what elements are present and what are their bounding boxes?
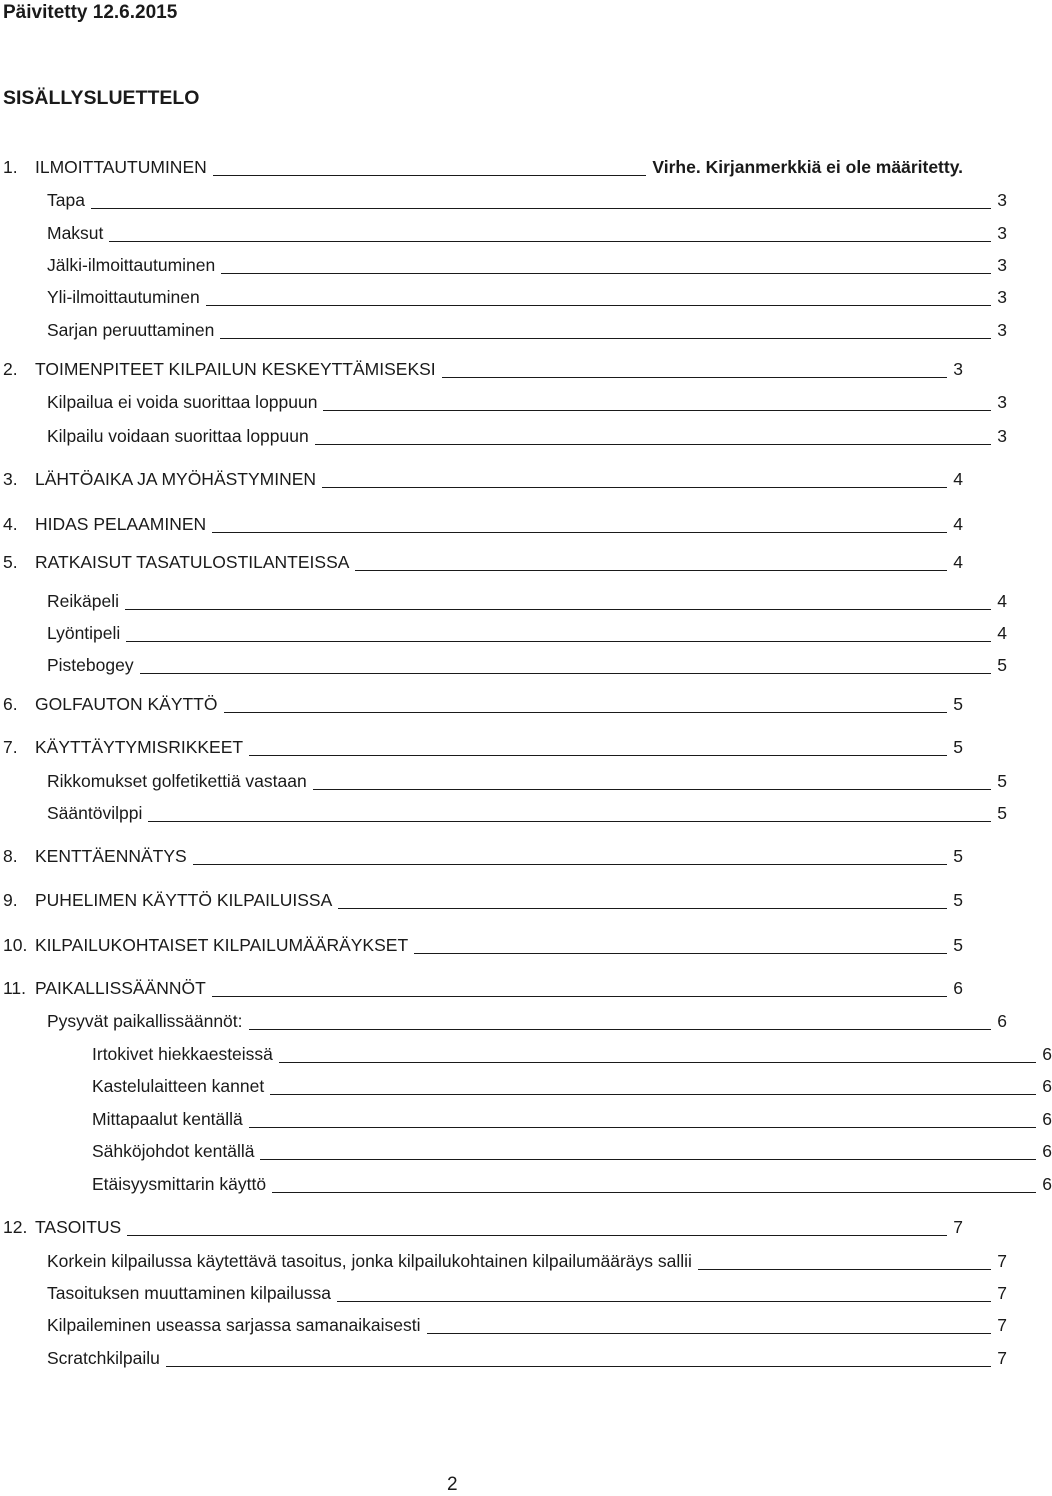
toc-entry-page: 5 xyxy=(997,655,1007,675)
toc-entry-page: 6 xyxy=(997,1011,1007,1031)
toc-leader-line xyxy=(126,640,991,642)
toc-entry-page: 3 xyxy=(997,223,1007,243)
toc-entry[interactable] xyxy=(0,508,963,534)
toc-entry-page: 5 xyxy=(953,846,963,866)
toc-entry-page: 6 xyxy=(953,978,963,998)
toc-entry[interactable] xyxy=(0,314,1007,340)
toc-entry[interactable] xyxy=(0,585,1007,611)
toc-leader-line xyxy=(442,376,948,378)
toc-leader-line xyxy=(220,337,991,339)
toc-entry-page: 6 xyxy=(1042,1174,1052,1194)
toc-entry[interactable] xyxy=(0,1005,1007,1031)
toc-entry-page: 3 xyxy=(953,359,963,379)
toc-leader-line xyxy=(414,952,947,954)
toc-entry-page: 7 xyxy=(997,1315,1007,1335)
toc-leader-line xyxy=(315,443,992,445)
toc-leader-line xyxy=(224,711,948,713)
toc-entry[interactable] xyxy=(0,1211,963,1237)
toc-entry[interactable] xyxy=(0,1103,1052,1129)
toc-leader-line xyxy=(260,1158,1036,1160)
toc-entry[interactable] xyxy=(0,1135,1052,1161)
toc-entry-title: Sääntövilppi xyxy=(47,803,143,823)
toc-entry-title: Tasoituksen muuttaminen kilpailussa xyxy=(47,1283,332,1303)
toc-entry-page: 4 xyxy=(953,469,963,489)
toc-entry[interactable] xyxy=(0,972,963,998)
toc-leader-line xyxy=(206,304,992,306)
toc-entry-page: 5 xyxy=(997,771,1007,791)
toc-entry-title: Reikäpeli xyxy=(47,591,119,611)
toc-leader-line xyxy=(322,486,947,488)
toc-leader-line xyxy=(91,207,991,209)
toc-leader-line xyxy=(125,608,991,610)
toc-entry-title: Mittapaalut kentällä xyxy=(92,1109,243,1129)
toc-entry-title: Pysyvät paikallissäännöt: xyxy=(47,1011,243,1031)
toc-entry-title: Tapa xyxy=(47,190,85,210)
toc-entry-number: 2. xyxy=(3,359,18,379)
toc-entry[interactable] xyxy=(0,463,963,489)
toc-entry-page: 5 xyxy=(953,694,963,714)
toc-entry[interactable] xyxy=(0,797,1007,823)
toc-entry-page: 6 xyxy=(1042,1109,1052,1129)
toc-entry-number: 9. xyxy=(3,890,18,910)
toc-entry-title: PAIKALLISSÄÄNNÖT xyxy=(35,978,206,998)
toc-leader-line xyxy=(270,1093,1036,1095)
toc-entry-title: GOLFAUTON KÄYTTÖ xyxy=(35,694,218,714)
toc-entry-number: 8. xyxy=(3,846,18,866)
toc-leader-line xyxy=(127,1234,947,1236)
toc-leader-line xyxy=(338,907,947,909)
toc-entry[interactable] xyxy=(0,1245,1007,1271)
toc-entry-page: 4 xyxy=(953,514,963,534)
toc-entry-title: KÄYTTÄYTYMISRIKKEET xyxy=(35,737,244,757)
toc-leader-line xyxy=(698,1268,991,1270)
toc-leader-line xyxy=(313,788,992,790)
toc-entry[interactable] xyxy=(0,1342,1007,1368)
toc-entry-number: 12. xyxy=(3,1217,28,1237)
toc-entry-page: 5 xyxy=(953,737,963,757)
toc-entry-number: 11. xyxy=(3,978,27,998)
toc-entry-title: Jälki-ilmoittautuminen xyxy=(47,255,216,275)
toc-entry-title: Rikkomukset golfetikettiä vastaan xyxy=(47,771,307,791)
toc-leader-line xyxy=(148,820,991,822)
toc-leader-line xyxy=(249,754,947,756)
toc-entry-page: 4 xyxy=(997,623,1007,643)
toc-entry-title: RATKAISUT TASATULOSTILANTEISSA xyxy=(35,552,350,572)
toc-leader-line xyxy=(212,531,947,533)
toc-entry-page: 3 xyxy=(997,287,1007,307)
toc-entry-title: Lyöntipeli xyxy=(47,623,121,643)
toc-leader-line xyxy=(193,863,948,865)
toc-entry-title: KILPAILUKOHTAISET KILPAILUMÄÄRÄYKSET xyxy=(35,935,409,955)
toc-entry[interactable] xyxy=(0,546,963,572)
toc-leader-line xyxy=(323,409,991,411)
toc-entry-number: 3. xyxy=(3,469,18,489)
toc-title: SISÄLLYSLUETTELO xyxy=(3,87,200,109)
toc-entry[interactable] xyxy=(0,217,1007,243)
toc-entry-page: 3 xyxy=(997,392,1007,412)
toc-entry-page: Virhe. Kirjanmerkkiä ei ole määritetty. xyxy=(652,157,963,177)
toc-leader-line xyxy=(355,569,947,571)
toc-entry[interactable] xyxy=(0,884,963,910)
toc-entry-title: KENTTÄENNÄTYS xyxy=(35,846,187,866)
updated-date: Päivitetty 12.6.2015 xyxy=(3,2,178,23)
toc-entry-title: Pistebogey xyxy=(47,655,134,675)
toc-leader-line xyxy=(213,174,647,176)
toc-entry-page: 7 xyxy=(997,1251,1007,1271)
toc-entry-page: 3 xyxy=(997,255,1007,275)
toc-entry-page: 3 xyxy=(997,426,1007,446)
toc-entry-title: Scratchkilpailu xyxy=(47,1348,160,1368)
toc-leader-line xyxy=(140,672,992,674)
toc-entry-title: ILMOITTAUTUMINEN xyxy=(35,157,207,177)
toc-entry-number: 7. xyxy=(3,737,18,757)
toc-entry-number: 10. xyxy=(3,935,28,955)
toc-entry-number: 6. xyxy=(3,694,18,714)
toc-entry-page: 5 xyxy=(953,890,963,910)
toc-entry[interactable] xyxy=(0,649,1007,675)
toc-entry-page: 7 xyxy=(997,1283,1007,1303)
toc-entry-title: PUHELIMEN KÄYTTÖ KILPAILUISSA xyxy=(35,890,333,910)
toc-entry[interactable] xyxy=(0,353,963,379)
toc-leader-line xyxy=(166,1365,991,1367)
toc-leader-line xyxy=(337,1300,991,1302)
toc-entry[interactable] xyxy=(0,420,1007,446)
toc-entry[interactable] xyxy=(0,731,963,757)
toc-entry-page: 6 xyxy=(1042,1044,1052,1064)
toc-entry[interactable] xyxy=(0,929,963,955)
toc-entry-title: Sähköjohdot kentällä xyxy=(92,1141,255,1161)
toc-entry-title: Kilpailua ei voida suorittaa loppuun xyxy=(47,392,318,412)
toc-entry[interactable] xyxy=(0,840,963,866)
toc-entry[interactable] xyxy=(0,1309,1007,1335)
toc-entry-title: Etäisyysmittarin käyttö xyxy=(92,1174,267,1194)
toc-entry[interactable] xyxy=(0,765,1007,791)
toc-entry[interactable] xyxy=(0,1038,1052,1064)
toc-entry-title: Kilpailu voidaan suorittaa loppuun xyxy=(47,426,309,446)
toc-entry[interactable] xyxy=(0,281,1007,307)
toc-leader-line xyxy=(109,240,991,242)
toc-entry-number: 5. xyxy=(3,552,18,572)
toc-leader-line xyxy=(221,272,991,274)
toc-entry[interactable] xyxy=(0,688,963,714)
toc-entry-page: 5 xyxy=(997,803,1007,823)
toc-leader-line xyxy=(279,1061,1036,1063)
toc-entry[interactable] xyxy=(0,1070,1052,1096)
toc-entry[interactable] xyxy=(0,1277,1007,1303)
toc-entry[interactable] xyxy=(0,151,963,177)
toc-entry-title: Irtokivet hiekkaesteissä xyxy=(92,1044,273,1064)
toc-entry-page: 4 xyxy=(953,552,963,572)
toc-entry-number: 4. xyxy=(3,514,18,534)
toc-entry-page: 7 xyxy=(997,1348,1007,1368)
toc-entry-title: Kilpaileminen useassa sarjassa samanaikaisesti xyxy=(47,1315,421,1335)
toc-entry[interactable] xyxy=(0,249,1007,275)
toc-entry-title: LÄHTÖAIKA JA MYÖHÄSTYMINEN xyxy=(35,469,317,489)
toc-entry-title: TASOITUS xyxy=(35,1217,122,1237)
toc-entry-title: Kastelulaitteen kannet xyxy=(92,1076,265,1096)
toc-entry-page: 4 xyxy=(997,591,1007,611)
toc-entry-title: TOIMENPITEET KILPAILUN KESKEYTTÄMISEKSI xyxy=(35,359,436,379)
toc-leader-line xyxy=(272,1191,1036,1193)
toc-entry-page: 3 xyxy=(997,190,1007,210)
toc-entry-title: Sarjan peruuttaminen xyxy=(47,320,215,340)
toc-entry-title: Yli-ilmoittautuminen xyxy=(47,287,200,307)
toc-entry[interactable] xyxy=(0,386,1007,412)
toc-entry-page: 7 xyxy=(953,1217,963,1237)
toc-entry-title: Maksut xyxy=(47,223,104,243)
page-number: 2 xyxy=(447,1474,458,1495)
toc-leader-line xyxy=(249,1126,1036,1128)
toc-entry-page: 5 xyxy=(953,935,963,955)
toc-entry-number: 1. xyxy=(3,157,18,177)
toc-entry-page: 6 xyxy=(1042,1141,1052,1161)
toc-entry-title: Korkein kilpailussa käytettävä tasoitus, jonka kilpailukohtainen kilpailumääräys sallii xyxy=(47,1251,692,1271)
toc-entry-page: 3 xyxy=(997,320,1007,340)
toc-leader-line xyxy=(212,995,947,997)
toc-entry[interactable] xyxy=(0,617,1007,643)
toc-entry[interactable] xyxy=(0,184,1007,210)
toc-leader-line xyxy=(427,1332,992,1334)
toc-entry[interactable] xyxy=(0,1168,1052,1194)
toc-leader-line xyxy=(249,1028,992,1030)
toc-entry-page: 6 xyxy=(1042,1076,1052,1096)
toc-entry-title: HIDAS PELAAMINEN xyxy=(35,514,207,534)
